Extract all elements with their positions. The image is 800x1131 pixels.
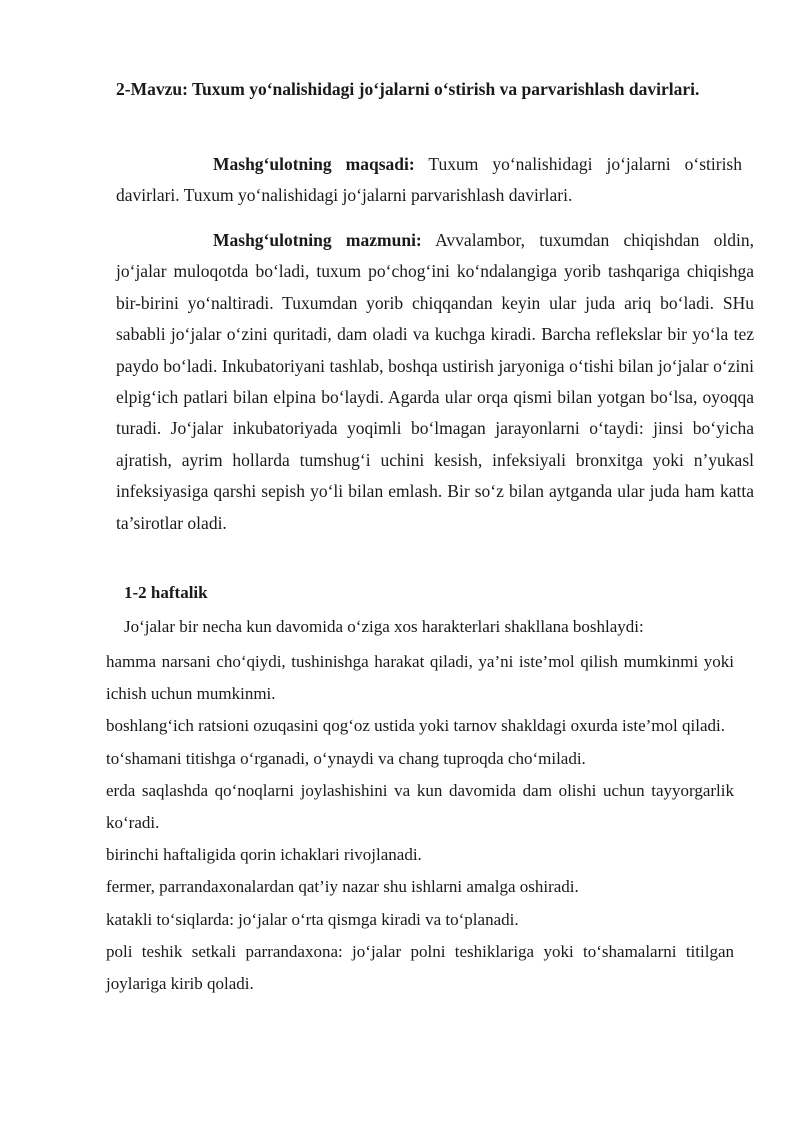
list-item: poli teshik setkali parrandaxona: jo‘jalar polni teshiklariga yoki to‘shamalarni titilgan joylariga kirib qoladi. bbox=[106, 941, 734, 994]
list-item: katakli to‘siqlarda: jo‘jalar o‘rta qismga kiradi va to‘planadi. bbox=[106, 909, 519, 929]
topic-title: 2-Mavzu: Tuxum yo‘nalishidagi jo‘jalarni o‘stirish va parvarishlash davirlari. bbox=[116, 79, 700, 99]
goal-paragraph bbox=[116, 149, 742, 212]
goal-label: Mashg‘ulotning maqsadi: bbox=[213, 154, 415, 174]
content-paragraph bbox=[116, 225, 754, 539]
section-intro: Jo‘jalar bir necha kun davomida o‘ziga xos harakterlari shakllana boshlaydi: bbox=[124, 617, 644, 636]
list-item: erda saqlashda qo‘noqlarni joylashishini va kun davomida dam olishi uchun tayyorgarlik ko‘radi. bbox=[106, 780, 734, 833]
list-item: to‘shamani titishga o‘rganadi, o‘ynaydi va chang tuproqda cho‘miladi. bbox=[106, 748, 586, 768]
list-item: boshlang‘ich ratsioni ozuqasini qog‘oz ustida yoki tarnov shakldagi oxurda iste’mol qiladi. bbox=[106, 716, 725, 736]
content-text: Avvalambor, tuxumdan chiqishdan oldin, jo‘jalar muloqotda bo‘ladi, tuxum po‘chog‘ini ko‘ndalangiga yorib tashqariga chiqishga bir-birini yo‘naltiradi. Tuxumdan yorib chiqqandan keyin ular juda ariq bo‘ladi. SHu sababli jo‘jalar o‘zini quritadi, dam oladi va kuchga kiradi. Barcha reflekslar bir yo‘la tez paydo bo‘ladi. Inkubatoriyani tashlab, boshqa ustirish jaryoniga o‘tishi bilan jo‘jalar o‘zini elpig‘ich patlari bilan elpina bo‘laydi. Agarda ular orqa qismi bilan yotgan bo‘lsa, oyoqqa turadi. Jo‘jalar inkubatoriyada yoqimli bo‘lmagan jarayonlarni o‘taydi: jinsi bo‘yicha ajratish, ayrim hollarda tumshug‘i uchini kesish, infeksiyali bronxitga yoki n’yukasl infeksiyasiga qarshi sepish yo‘li bilan emlash. Bir so‘z bilan aytganda ular juda ham katta ta’sirotlar oladi. bbox=[116, 230, 754, 533]
section-heading: 1-2 haftalik bbox=[124, 583, 208, 602]
behavior-list bbox=[106, 646, 734, 1000]
goal-text: Tuxum yo‘nalishidagi jo‘jalarni o‘stirish davirlari. Tuxum yo‘nalishidagi jo‘jalarni parvarishlash davirlari. bbox=[116, 154, 742, 206]
list-item: hamma narsani cho‘qiydi, tushinishga harakat qiladi, ya’ni iste’mol qilish mumkinmi yoki ichish uchun mumkinmi. bbox=[106, 652, 734, 704]
list-item: birinchi haftaligida qorin ichaklari rivojlanadi. bbox=[106, 845, 422, 865]
content-label: Mashg‘ulotning mazmuni: bbox=[213, 230, 422, 250]
list-item: fermer, parrandaxonalardan qat’iy nazar shu ishlarni amalga oshiradi. bbox=[106, 877, 579, 897]
